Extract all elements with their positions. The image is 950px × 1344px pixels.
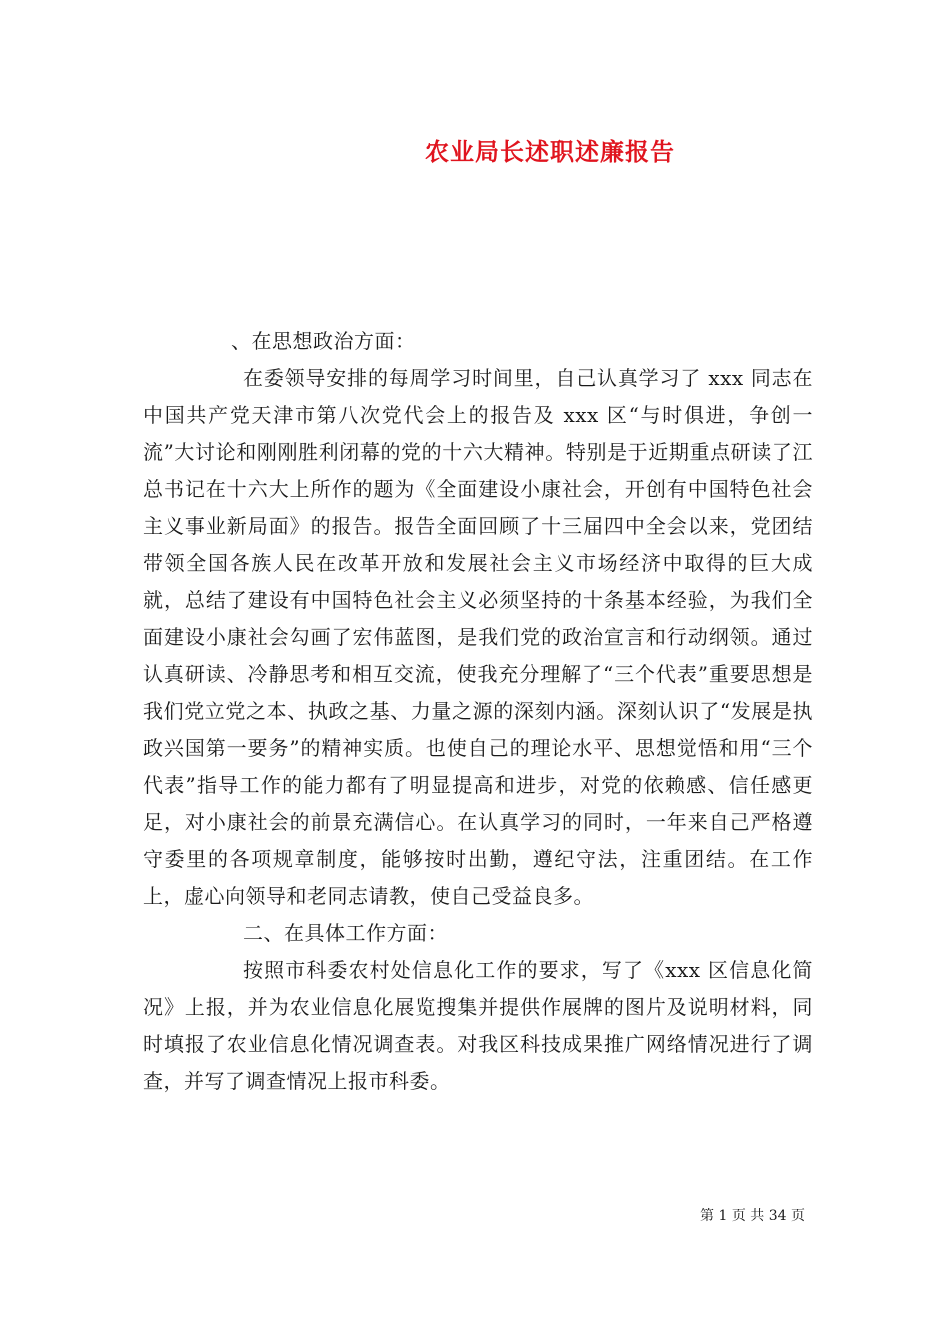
section-paragraph-1: 在委领导安排的每周学习时间里，自己认真学习了 xxx 同志在中国共产党天津市第八次党代会上的报告及 xxx 区“与时俱进，争创一流”大讨论和刚刚胜利闭幕的党的十六大精神。特别是于近期重点研读了江总书记在十六大上所作的题为《全面建设小康社会，开创有中国特色社会主义事业新局面》的报告。报告全面回顾了十三届四中全会以来，党团结带领全国各族人民在改革开放和发展社会主义市场经济中取得的巨大成就，总结了建设有中国特色社会主义必须坚持的十条基本经验，为我们全面建设小康社会勾画了宏伟蓝图，是我们党的政治宣言和行动纲领。通过认真研读、冷静思考和相互交流，使我充分理解了“三个代表”重要思想是我们党立党之本、执政之基、力量之源的深刻内涵。深刻认识了“发展是执政兴国第一要务”的精神实质。也使自己的理论水平、思想觉悟和用“三个代表”指导工作的能力都有了明显提高和进步，对党的依赖感、信任感更足，对小康社会的前景充满信心。在认真学习的同时，一年来自己严格遵守委里的各项规章制度，能够按时出勤，遵纪守法，注重团结。在工作上，虚心向领导和老同志请教，使自己受益良多。 <box>143 366 813 908</box>
section-heading-1: 、在思想政治方面： <box>231 329 416 353</box>
section-paragraph-2: 按照市科委农村处信息化工作的要求，写了《xxx 区信息化简况》上报，并为农业信息化展览搜集并提供作展牌的图片及说明材料，同时填报了农业信息化情况调查表。对我区科技成果推广网络情况进行了调查，并写了调查情况上报市科委。 <box>143 958 813 1093</box>
section-heading-2: 二、在具体工作方面： <box>243 921 448 945</box>
page-footer: 第 1 页 共 34 页 <box>700 1208 805 1224</box>
document-body <box>143 323 813 1100</box>
document-title: 农业局长述职述廉报告 <box>425 137 675 166</box>
